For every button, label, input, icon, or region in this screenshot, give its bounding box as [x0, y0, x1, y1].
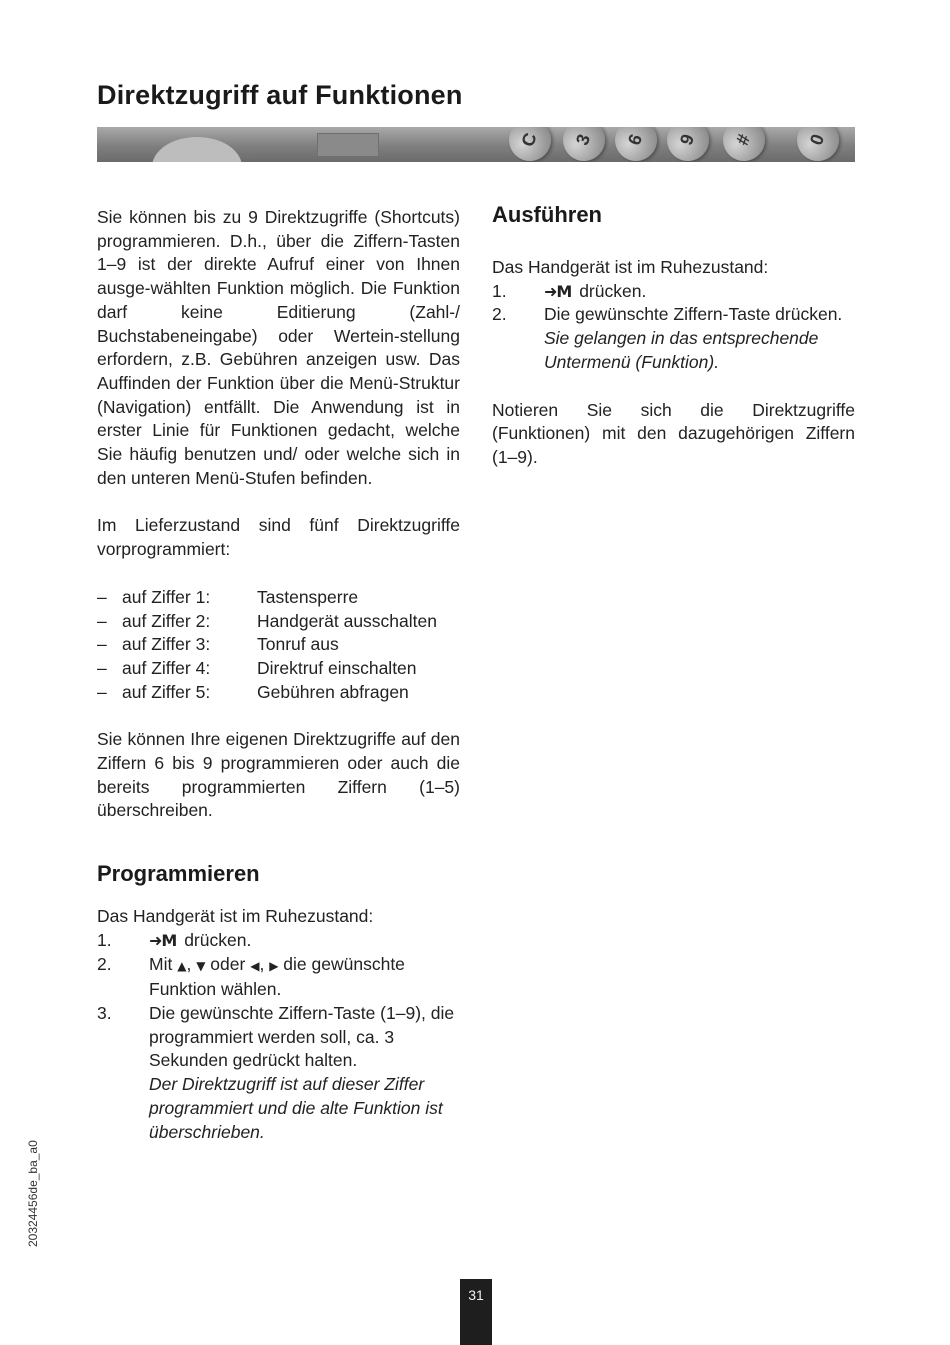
- handset-display-shape: [317, 133, 379, 157]
- separator-text: ,: [259, 953, 265, 974]
- list-item-value: Gebühren abfragen: [257, 681, 409, 702]
- separator-text: ,: [186, 953, 192, 974]
- arrow-right-icon: ▶: [269, 958, 279, 973]
- step-body: [149, 1002, 460, 1144]
- overwrite-paragraph: Sie können Ihre eigenen Direktzugriffe auf den Ziffern 6 bis 9 programmieren oder auch die bereits programmierten Ziffern (1–5) überschreiben.: [97, 729, 460, 821]
- step-number: 2.: [97, 953, 112, 974]
- list-item-label: auf Ziffer 3:: [122, 634, 211, 655]
- step-item: [492, 303, 855, 374]
- ausfuehren-steps: [492, 280, 855, 375]
- intro-paragraph: Sie können bis zu 9 Direktzugriffe (Shortcuts) programmieren. D.h., über die Ziffern-Tasten 1–9 ist der direkte Aufruf einer von Ihnen ausge-wählten Funktion möglich. Die Funktion darf keine Editierung (Zahl-/ Buchstabeneingabe) oder Wertein-stellung erfordern, z.B. Gebühren anzeigen usw. Das Auffinden der Funktion über die Menü-Struktur (Navigation) entfällt. Die Anwendung ist in erster Linie für Funktionen gedacht, welche Sie häufig benutzen und/ oder welche sich in den unteren Menü-Stufen befinden.: [97, 207, 460, 488]
- step-text: drücken.: [579, 280, 647, 301]
- menu-key-icon: ➜M: [544, 281, 572, 301]
- handset-button-shape: [152, 137, 242, 162]
- step-number: 2.: [492, 304, 507, 325]
- step-body: [149, 953, 460, 1002]
- arrow-left-icon: ◀: [250, 958, 260, 973]
- step-number: 1.: [97, 929, 112, 950]
- list-dash: –: [97, 634, 107, 655]
- right-column: [492, 200, 855, 470]
- list-item-value: Tastensperre: [257, 586, 359, 607]
- step-text: drücken.: [184, 929, 252, 950]
- page-title: Direktzugriff auf Funktionen: [97, 80, 463, 110]
- arrow-up-icon: ▲: [177, 958, 187, 973]
- list-dash: –: [97, 657, 107, 678]
- step-result-text: Sie gelangen in das entsprechende Untermenü (Funktion).: [544, 328, 819, 372]
- list-item-value: Tonruf aus: [257, 634, 339, 655]
- programmieren-steps: [97, 929, 460, 1144]
- keypad-key: 6: [609, 127, 663, 162]
- keypad-key: #: [717, 127, 771, 162]
- list-item-label: auf Ziffer 2:: [122, 610, 211, 631]
- state-line: Das Handgerät ist im Ruhezustand:: [97, 906, 374, 927]
- step-item: [97, 1002, 460, 1144]
- list-item: [97, 633, 460, 657]
- defaults-intro: Im Lieferzustand sind fünf Direktzugriffe vorprogrammiert:: [97, 515, 460, 560]
- step-item: [97, 929, 460, 953]
- programmieren-section: [97, 859, 460, 1144]
- step-body: [149, 929, 460, 953]
- note-paragraph: Notieren Sie sich die Direktzugriffe (Funktionen) mit den dazugehörigen Ziffern (1–9).: [492, 399, 855, 467]
- step-text: oder: [210, 953, 246, 974]
- menu-key-icon: ➜M: [149, 930, 177, 950]
- document-code: 20324456de_ba_a0: [26, 1140, 40, 1247]
- list-item-label: auf Ziffer 5:: [122, 681, 211, 702]
- list-item: [97, 657, 460, 681]
- keypad-key: 9: [661, 127, 715, 162]
- step-item: [492, 280, 855, 304]
- list-dash: –: [97, 586, 107, 607]
- step-result-text: Der Direktzugriff ist auf dieser Ziffer programmiert und die alte Funktion ist überschrieben.: [149, 1074, 443, 1142]
- step-item: [97, 953, 460, 1002]
- list-item: [97, 681, 460, 705]
- keypad-key: 0: [791, 127, 845, 162]
- left-column: [97, 206, 460, 1144]
- step-number: 3.: [97, 1002, 112, 1023]
- step-body: [544, 280, 855, 304]
- step-text: Die gewünschte Ziffern-Taste drücken.: [544, 304, 843, 325]
- state-line: Das Handgerät ist im Ruhezustand:: [492, 257, 769, 277]
- list-item-value: Direktruf einschalten: [257, 657, 417, 678]
- section-heading-programmieren: Programmieren: [97, 861, 260, 887]
- page-number: 31: [460, 1279, 492, 1345]
- handset-keypad-photo: [97, 127, 855, 162]
- list-item: [97, 586, 460, 610]
- step-text: Die gewünschte Ziffern-Taste (1–9), die programmiert werden soll, ca. 3 Sekunden gedrückt halten.: [149, 1002, 455, 1071]
- list-dash: –: [97, 681, 107, 702]
- keypad-key: 3: [557, 127, 611, 162]
- arrow-down-icon: ▼: [196, 958, 206, 973]
- list-item: [97, 610, 460, 634]
- section-heading-ausfuehren: Ausführen: [492, 202, 602, 227]
- step-text: die gewünschte Funktion wählen.: [149, 953, 405, 1000]
- list-dash: –: [97, 610, 107, 631]
- list-item-label: auf Ziffer 4:: [122, 657, 211, 678]
- list-item-value: Handgerät ausschalten: [257, 610, 437, 631]
- keypad-key: C: [503, 127, 557, 162]
- default-shortcuts-list: [97, 586, 460, 705]
- step-text: Mit: [149, 953, 173, 974]
- step-body: [544, 303, 855, 374]
- ausfuehren-section: [492, 200, 855, 470]
- list-item-label: auf Ziffer 1:: [122, 586, 211, 607]
- step-number: 1.: [492, 280, 507, 301]
